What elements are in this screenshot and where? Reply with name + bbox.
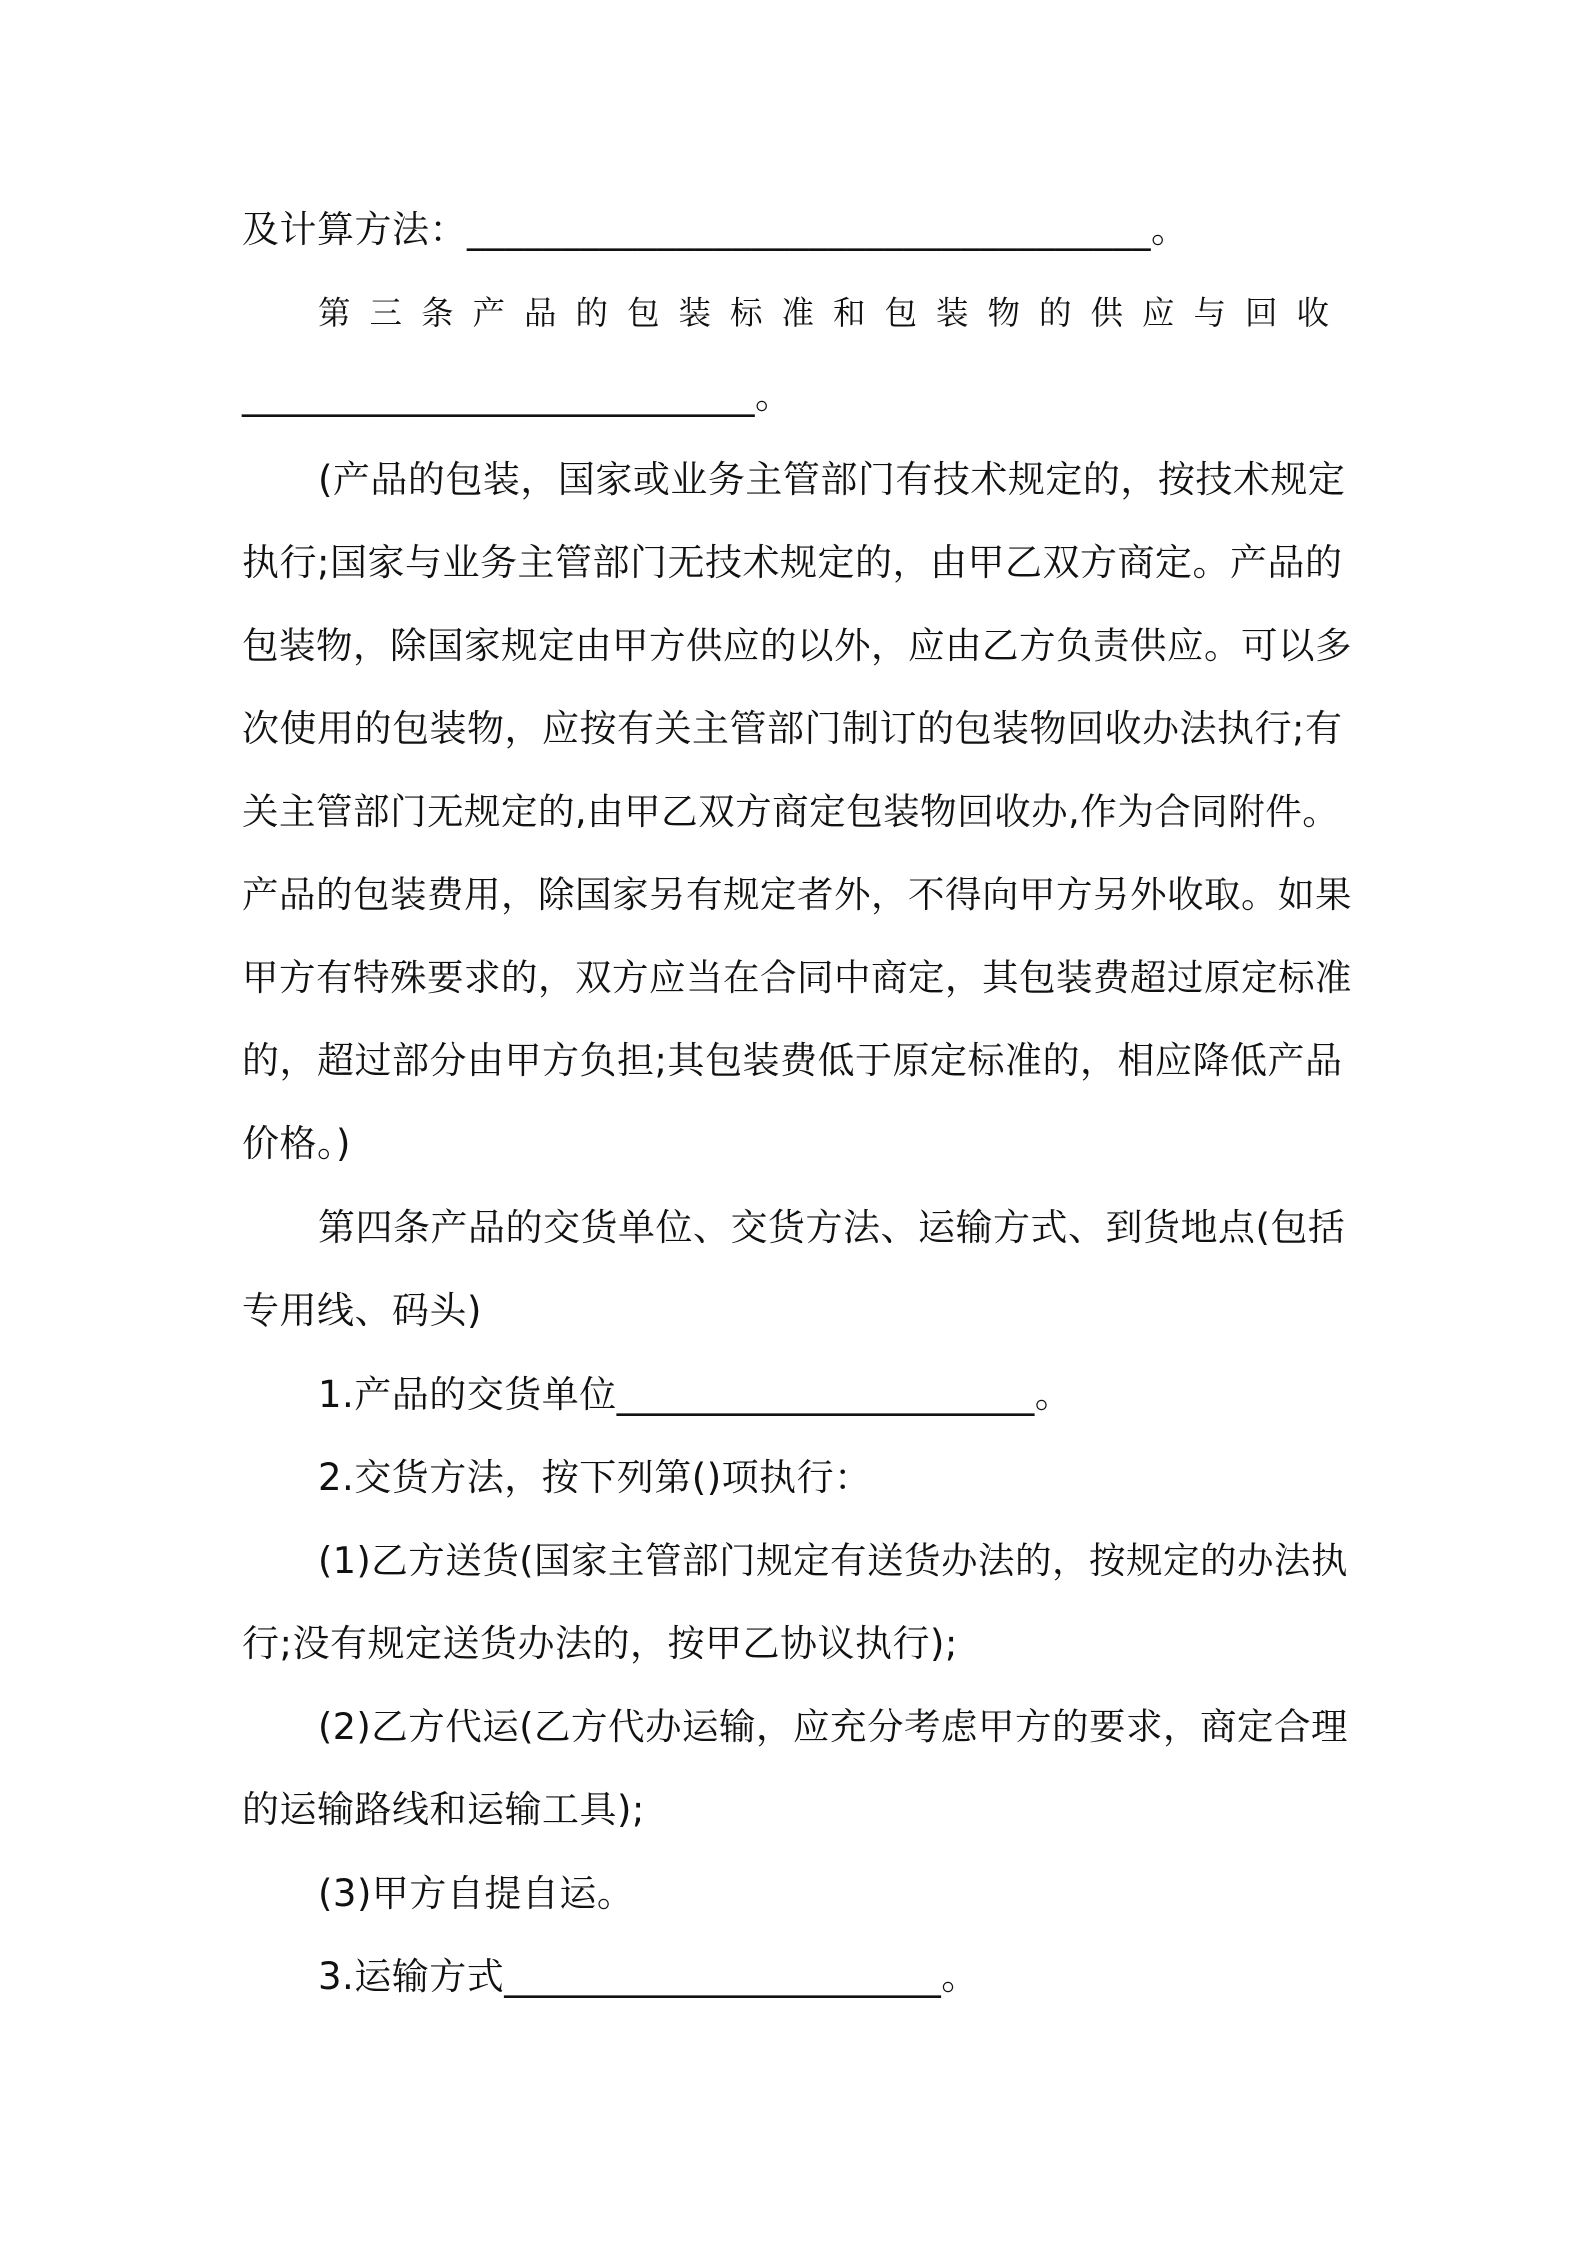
option-3-line: (3)甲方自提自运。 bbox=[318, 1872, 635, 1915]
article-3-blank-line: ___________________________。 bbox=[242, 374, 793, 417]
article-3-heading: 第三条产品的包装标准和包装物的供应与回收 bbox=[318, 294, 1349, 332]
option-1-line: (1)乙方送货(国家主管部门规定有送货办法的，按规定的办法执 bbox=[318, 1539, 1348, 1582]
option-1-line: 行;没有规定送货办法的，按甲乙协议执行); bbox=[242, 1622, 958, 1665]
transport-method-line: 3.运输方式_______________________。 bbox=[318, 1955, 979, 1998]
article-4-heading-line: 第四条产品的交货单位、交货方法、运输方式、到货地点(包括 bbox=[318, 1206, 1346, 1249]
packaging-paragraph-line: 甲方有特殊要求的，双方应当在合同中商定，其包装费超过原定标准 bbox=[242, 956, 1352, 999]
packaging-paragraph-line: 产品的包装费用，除国家另有规定者外，不得向甲方另外收取。如果 bbox=[242, 873, 1352, 916]
article-4-heading-line: 专用线、码头) bbox=[242, 1289, 482, 1332]
packaging-paragraph-line: 的，超过部分由甲方负担;其包装费低于原定标准的，相应降低产品 bbox=[242, 1039, 1343, 1082]
delivery-method-line: 2.交货方法，按下列第()项执行： bbox=[318, 1456, 872, 1499]
packaging-paragraph-line: 关主管部门无规定的,由甲乙双方商定包装物回收办,作为合同附件。 bbox=[242, 790, 1340, 833]
packaging-paragraph-line: (产品的包装，国家或业务主管部门有技术规定的，按技术规定 bbox=[318, 458, 1346, 501]
packaging-paragraph-line: 执行;国家与业务主管部门无技术规定的，由甲乙双方商定。产品的 bbox=[242, 541, 1343, 584]
packaging-paragraph-line: 价格。) bbox=[242, 1122, 351, 1165]
packaging-paragraph-line: 包装物，除国家规定由甲方供应的以外，应由乙方负责供应。可以多 bbox=[242, 624, 1352, 667]
option-2-line: 的运输路线和运输工具); bbox=[242, 1788, 645, 1831]
delivery-unit-line: 1.产品的交货单位______________________。 bbox=[318, 1373, 1073, 1416]
packaging-paragraph-line: 次使用的包装物，应按有关主管部门制订的包装物回收办法执行;有 bbox=[242, 707, 1343, 750]
option-2-line: (2)乙方代运(乙方代办运输，应充分考虑甲方的要求，商定合理 bbox=[318, 1705, 1348, 1748]
calculation-method-line: 及计算方法：____________________________________。 bbox=[242, 208, 1189, 251]
